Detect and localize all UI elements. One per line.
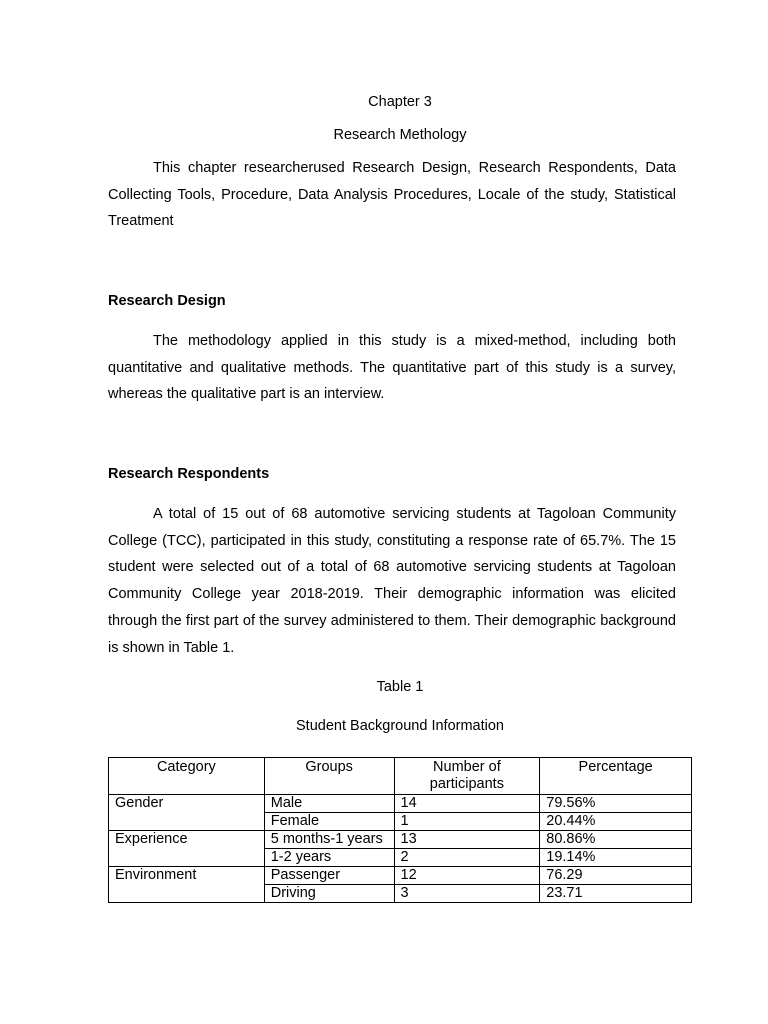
cell-category: Environment [109, 867, 265, 885]
header-groups: Groups [264, 758, 394, 795]
cell-category [109, 813, 265, 831]
cell-percent: 20.44% [540, 813, 692, 831]
cell-percent: 80.86% [540, 831, 692, 849]
table-title: Student Background Information [296, 718, 504, 734]
header-category: Category [109, 758, 265, 795]
cell-count: 1 [394, 813, 540, 831]
cell-group: Driving [264, 885, 394, 903]
cell-category: Gender [109, 795, 265, 813]
cell-group: Female [264, 813, 394, 831]
cell-group: Male [264, 795, 394, 813]
table-label: Table 1 [376, 679, 424, 695]
intro-paragraph: This chapter researcherused Research Design, Research Respondents, Data Collecting Tools, Procedure, Data Analysis Procedures, Locale of the study, Statistical Treatment [108, 160, 676, 230]
table-header-row [109, 758, 692, 795]
cell-category [109, 849, 265, 867]
cell-group: 5 months-1 years [264, 831, 394, 849]
table-row [109, 849, 692, 867]
cell-percent: 23.71 [540, 885, 692, 903]
cell-group: Passenger [264, 867, 394, 885]
table-row [109, 813, 692, 831]
table-row [109, 885, 692, 903]
cell-count: 2 [394, 849, 540, 867]
cell-percent: 79.56% [540, 795, 692, 813]
research-respondents-paragraph: A total of 15 out of 68 automotive servicing students at Tagoloan Community College (TCC), participated in this study, constituting a response rate of 65.7%. The 15 student were selected out of a total of 68 automotive servicing students at Tagoloan Community College year 2018-2019. Their demographic information was elicited through the first part of the survey administered to them. Their demographic background is shown in Table 1. [108, 506, 676, 656]
cell-category: Experience [109, 831, 265, 849]
cell-count: 12 [394, 867, 540, 885]
cell-count: 3 [394, 885, 540, 903]
cell-count: 14 [394, 795, 540, 813]
cell-category [109, 885, 265, 903]
cell-percent: 76.29 [540, 867, 692, 885]
chapter-title: Chapter 3 [368, 94, 432, 110]
header-participants: Number of participants [394, 758, 540, 795]
table-row [109, 795, 692, 813]
cell-percent: 19.14% [540, 849, 692, 867]
cell-group: 1-2 years [264, 849, 394, 867]
section-heading-research-respondents: Research Respondents [108, 466, 270, 482]
cell-count: 13 [394, 831, 540, 849]
background-table [108, 757, 692, 903]
chapter-subtitle: Research Methology [333, 127, 467, 143]
table-row [109, 831, 692, 849]
research-design-paragraph: The methodology applied in this study is a mixed-method, including both quantitative and qualitative methods. The quantitative part of this study is a survey, whereas the qualitative part is an interview. [108, 333, 676, 403]
header-percentage: Percentage [540, 758, 692, 795]
section-heading-research-design: Research Design [108, 293, 226, 309]
table-row [109, 867, 692, 885]
